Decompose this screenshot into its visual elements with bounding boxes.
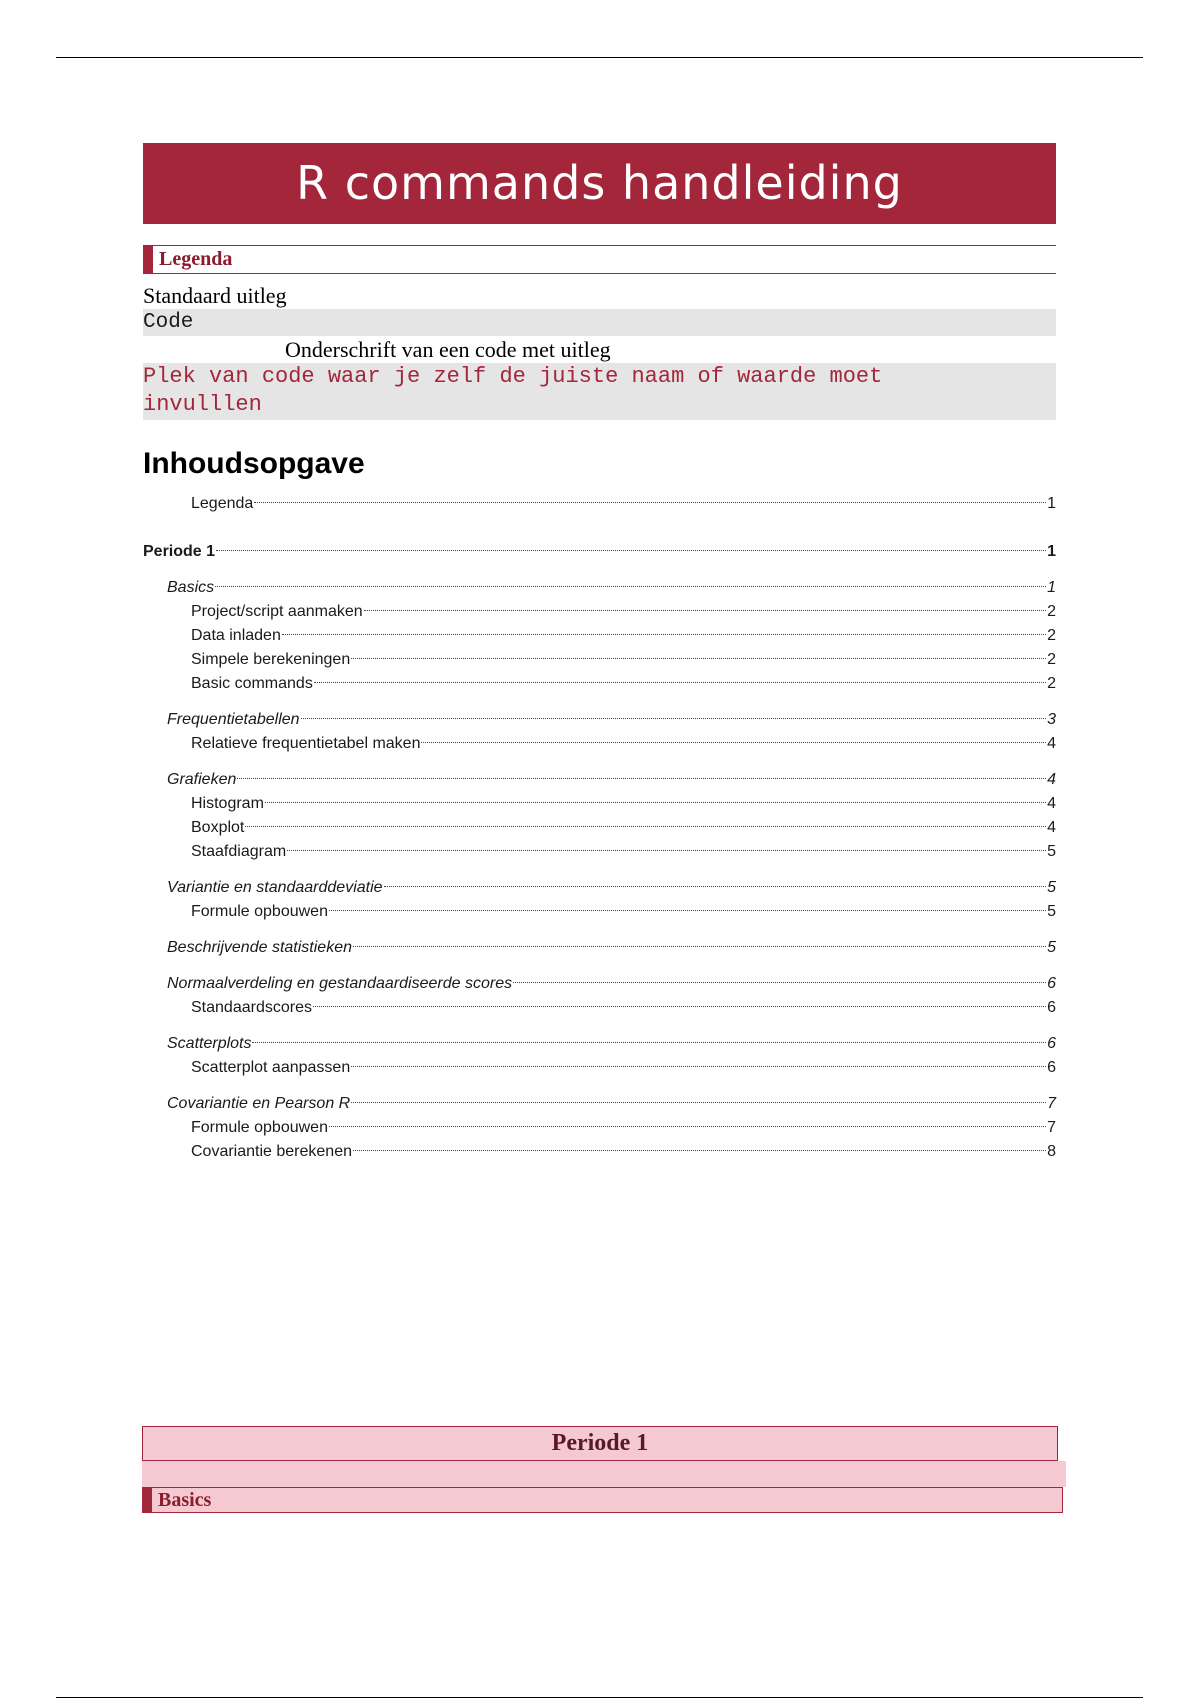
- toc-dot-leader: [301, 718, 1047, 719]
- toc-entry-histogram[interactable]: [143, 792, 1056, 816]
- toc-dot-leader: [265, 802, 1046, 803]
- toc-entry-page: 2: [1047, 651, 1056, 668]
- toc-entry-page: 4: [1047, 819, 1056, 836]
- legend-header: Legenda: [143, 245, 1056, 274]
- toc-entry-label: Frequentietabellen: [167, 711, 300, 728]
- page-content: [143, 143, 1056, 1164]
- toc-entry-label: Data inladen: [191, 627, 281, 644]
- toc-entry-simpele-berekeningen[interactable]: [143, 648, 1056, 672]
- toc-dot-leader: [351, 658, 1046, 659]
- toc-entry-page: 7: [1047, 1095, 1056, 1112]
- section-spacer: [142, 1461, 1066, 1487]
- page-bottom-rule: [56, 1697, 1143, 1698]
- toc-entry-page: 2: [1047, 675, 1056, 692]
- toc-entry-grafieken[interactable]: [143, 768, 1056, 792]
- toc-entry-label: Staafdiagram: [191, 843, 287, 860]
- toc-dot-leader: [353, 946, 1046, 947]
- toc-entry-label: Covariantie berekenen: [191, 1143, 352, 1160]
- toc-entry-relatieve-frequentietabel[interactable]: [143, 732, 1056, 756]
- toc-entry-label: Beschrijvende statistieken: [167, 939, 352, 956]
- page-top-rule: [56, 57, 1143, 58]
- toc-entry-page: 4: [1047, 795, 1056, 812]
- toc-entry-periode-1[interactable]: [143, 540, 1056, 564]
- section-heading-periode-1: Periode 1: [142, 1426, 1058, 1461]
- toc-dot-leader: [313, 1006, 1046, 1007]
- toc-entry-covariantie-pearson[interactable]: [143, 1092, 1056, 1116]
- toc-entry-page: 1: [1047, 495, 1056, 512]
- toc-entry-page: 6: [1047, 1059, 1056, 1076]
- toc-entry-page: 1: [1047, 543, 1056, 560]
- toc-entry-label: Boxplot: [191, 819, 245, 836]
- toc-entry-label: Periode 1: [143, 543, 216, 560]
- toc-entry-basic-commands[interactable]: [143, 672, 1056, 696]
- toc-dot-leader: [216, 550, 1046, 551]
- toc-entry-page: 4: [1047, 735, 1056, 752]
- section-heading-basics: Basics: [142, 1487, 1063, 1513]
- toc-entry-formule-opbouwen-2[interactable]: [143, 1116, 1056, 1140]
- toc-dot-leader: [287, 850, 1046, 851]
- toc-dot-leader: [245, 826, 1046, 827]
- toc-entry-boxplot[interactable]: [143, 816, 1056, 840]
- toc-entry-page: 1: [1047, 579, 1056, 596]
- toc-dot-leader: [329, 1126, 1046, 1127]
- legend-caption-text: Onderschrift van een code met uitleg: [285, 337, 611, 362]
- toc-entry-page: 5: [1047, 843, 1056, 860]
- toc-entry-label: Basic commands: [191, 675, 313, 692]
- toc-dot-leader: [314, 682, 1046, 683]
- toc-entry-label: Project/script aanmaken: [191, 603, 363, 620]
- toc-entry-project-script[interactable]: [143, 600, 1056, 624]
- toc-entry-beschrijvende-statistieken[interactable]: [143, 936, 1056, 960]
- toc-entry-staafdiagram[interactable]: [143, 840, 1056, 864]
- toc-dot-leader: [384, 886, 1047, 887]
- toc-entry-label: Legenda: [191, 495, 254, 512]
- toc-dot-leader: [252, 1042, 1046, 1043]
- toc-entry-page: 7: [1047, 1119, 1056, 1136]
- toc-entry-normaalverdeling[interactable]: [143, 972, 1056, 996]
- toc-dot-leader: [237, 778, 1046, 779]
- toc-dot-leader: [421, 742, 1046, 743]
- toc-dot-leader: [215, 586, 1046, 587]
- toc-entry-label: Standaardscores: [191, 999, 312, 1016]
- toc-entry-page: 6: [1047, 999, 1056, 1016]
- toc-dot-leader: [254, 502, 1046, 503]
- toc-entry-label: Normaalverdeling en gestandaardiseerde scores: [167, 975, 513, 992]
- toc-entry-page: 2: [1047, 603, 1056, 620]
- toc-entry-page: 3: [1047, 711, 1056, 728]
- document-title: R commands handleiding: [143, 143, 1056, 224]
- toc-dot-leader: [282, 634, 1046, 635]
- toc-entry-label: Variantie en standaarddeviatie: [167, 879, 383, 896]
- toc-entry-legenda[interactable]: [143, 492, 1056, 516]
- legend-code-sample: Code: [143, 309, 1056, 336]
- toc-dot-leader: [351, 1066, 1046, 1067]
- toc-entry-label: Histogram: [191, 795, 264, 812]
- table-of-contents: [143, 492, 1056, 1164]
- toc-entry-label: Simpele berekeningen: [191, 651, 351, 668]
- legend-placeholder-code: [143, 363, 1056, 420]
- toc-entry-page: 6: [1047, 1035, 1056, 1052]
- toc-entry-label: Covariantie en Pearson R: [167, 1095, 351, 1112]
- toc-entry-label: Basics: [167, 579, 215, 596]
- toc-entry-standaardscores[interactable]: [143, 996, 1056, 1020]
- toc-entry-page: 5: [1047, 939, 1056, 956]
- toc-dot-leader: [351, 1102, 1046, 1103]
- toc-entry-label: Relatieve frequentietabel maken: [191, 735, 421, 752]
- toc-entry-page: 8: [1047, 1143, 1056, 1160]
- toc-entry-basics[interactable]: [143, 576, 1056, 600]
- toc-entry-label: Scatterplots: [167, 1035, 252, 1052]
- toc-entry-label: Formule opbouwen: [191, 903, 328, 920]
- toc-entry-page: 6: [1047, 975, 1056, 992]
- legend-standard-text: Standaard uitleg: [143, 283, 287, 308]
- toc-dot-leader: [513, 982, 1046, 983]
- toc-dot-leader: [364, 610, 1046, 611]
- toc-entry-page: 2: [1047, 627, 1056, 644]
- toc-entry-page: 5: [1047, 903, 1056, 920]
- toc-entry-data-inladen[interactable]: [143, 624, 1056, 648]
- toc-entry-label: Formule opbouwen: [191, 1119, 328, 1136]
- toc-entry-page: 4: [1047, 771, 1056, 788]
- toc-entry-frequentietabellen[interactable]: [143, 708, 1056, 732]
- toc-entry-scatterplot-aanpassen[interactable]: [143, 1056, 1056, 1080]
- toc-entry-formule-opbouwen[interactable]: [143, 900, 1056, 924]
- toc-entry-page: 5: [1047, 879, 1056, 896]
- legend-placeholder-line-1: Plek van code waar je zelf de juiste naam of waarde moet: [143, 364, 883, 389]
- toc-entry-label: Grafieken: [167, 771, 237, 788]
- toc-entry-label: Scatterplot aanpassen: [191, 1059, 351, 1076]
- toc-entry-variantie[interactable]: [143, 876, 1056, 900]
- legend-placeholder-line-2: invulllen: [143, 392, 262, 417]
- toc-heading: Inhoudsopgave: [143, 447, 365, 480]
- toc-dot-leader: [329, 910, 1046, 911]
- toc-entry-scatterplots[interactable]: [143, 1032, 1056, 1056]
- toc-dot-leader: [353, 1150, 1046, 1151]
- toc-entry-covariantie-berekenen[interactable]: [143, 1140, 1056, 1164]
